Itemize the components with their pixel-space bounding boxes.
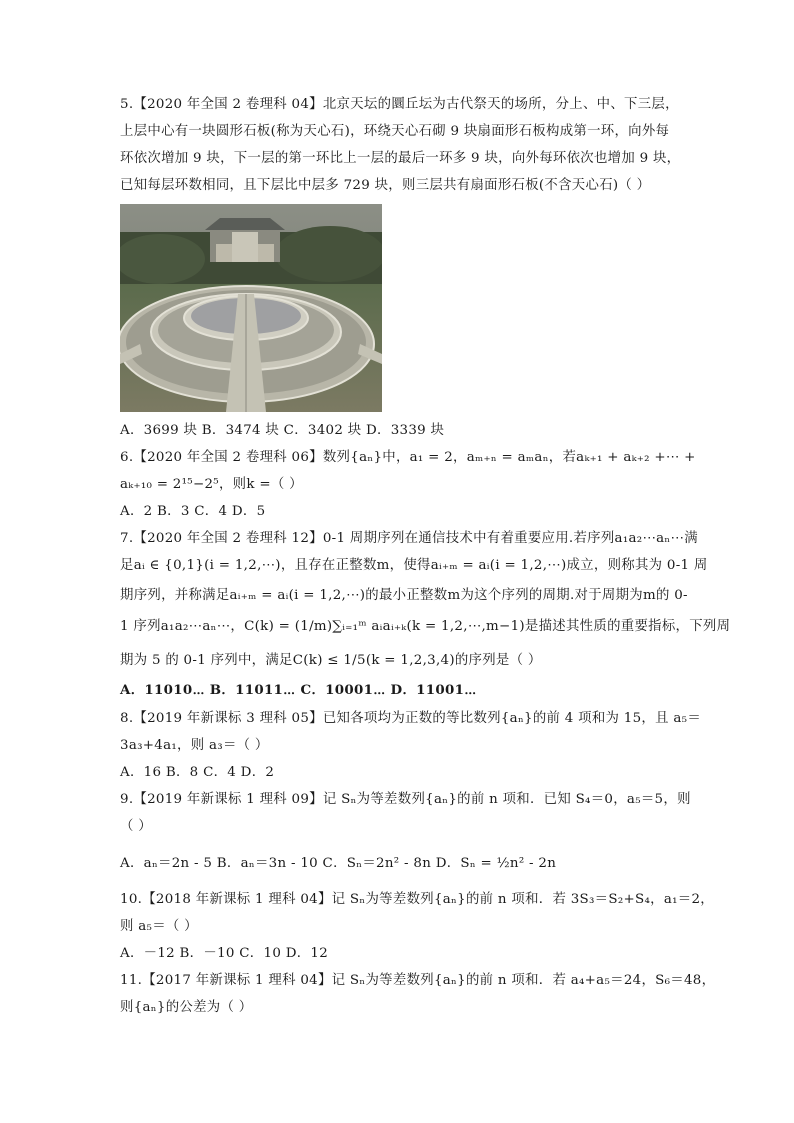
q5-line-4: 已知每层环数相同，且下层比中层多 729 块，则三层共有扇面形石板(不含天心石)（ ） [120,178,651,193]
q7-options: A．11010⋯ B．11011⋯ C．10001⋯ D．11001⋯ [120,682,477,698]
q9-line-2: （ ） [120,819,152,834]
q6-options: A．2 B．3 C．4 D．5 [120,504,266,519]
q7-line-3: 期序列，并称满足aᵢ₊ₘ = aᵢ(i = 1,2,⋯)的最小正整数m为这个序列的周期.对于周期为m的 0- [120,588,688,603]
q6-line-2: aₖ₊₁₀ = 2¹⁵−2⁵，则k =（ ） [120,477,303,492]
q6-line-1: 6.【2020 年全国 2 卷理科 06】数列{aₙ}中，a₁ = 2，aₘ₊ₙ = aₘaₙ，若aₖ₊₁ + aₖ₊₂ +⋯ + [120,450,696,465]
q8-line-2: 3a₃+4a₁，则 a₃＝（ ） [120,738,269,753]
q7-line-4: 1 序列a₁a₂⋯aₙ⋯，C(k) = (1/m)∑ᵢ₌₁ᵐ aᵢaᵢ₊ₖ(k = 1,2,⋯,m−1)是描述其性质的重要指标，下列周 [120,619,731,634]
q5-line-3: 环依次增加 9 块，下一层的第一环比上一层的最后一环多 9 块，向外每环依次也增加 9 块， [120,151,681,166]
q8-options: A．16 B．8 C．4 D．2 [120,765,275,780]
q10-options: A．－12 B．－10 C．10 D．12 [120,946,329,961]
q11-line-1: 11.【2017 年新课标 1 理科 04】记 Sₙ为等差数列{aₙ}的前 n 项和．若 a₄+a₅＝24，S₆＝48， [120,973,716,988]
q7-line-5: 期为 5 的 0-1 序列中，满足C(k) ≤ 1/5(k = 1,2,3,4)的序列是（ ） [120,653,542,668]
q9-line-1: 9.【2019 年新课标 1 理科 09】记 Sₙ为等差数列{aₙ}的前 n 项和．已知 S₄＝0，a₅＝5，则 [120,792,691,807]
q5-line-1: 5.【2020 年全国 2 卷理科 04】北京天坛的圜丘坛为古代祭天的场所，分上、中、下三层， [120,97,679,112]
q7-line-2: 足aᵢ ∈ {0,1}(i = 1,2,⋯)，且存在正整数m，使得aᵢ₊ₘ = aᵢ(i = 1,2,⋯)成立，则称其为 0-1 周 [120,558,708,573]
q10-line-2: 则 a₅＝（ ） [120,919,198,934]
q5-line-2: 上层中心有一块圆形石板(称为天心石)，环绕天心石砌 9 块扇面形石板构成第一环，向外每 [120,124,670,139]
q8-line-1: 8.【2019 年新课标 3 理科 05】已知各项均为正数的等比数列{aₙ}的前 4 项和为 15，且 a₅＝ [120,711,702,726]
q9-options: A．aₙ＝2n - 5 B．aₙ＝3n - 10 C．Sₙ＝2n² - 8n D．Sₙ = ½n² - 2n [120,856,557,871]
q10-line-1: 10.【2018 年新课标 1 理科 04】记 Sₙ为等差数列{aₙ}的前 n 项和．若 3S₃＝S₂+S₄，a₁＝2， [120,892,714,907]
q7-line-1: 7.【2020 年全国 2 卷理科 12】0-1 周期序列在通信技术中有着重要应用.若序列a₁a₂⋯aₙ⋯满 [120,531,698,546]
q11-line-2: 则{aₙ}的公差为（ ） [120,1000,253,1015]
temple-of-heaven-photo [120,204,382,412]
q5-options: A．3699 块 B．3474 块 C．3402 块 D．3339 块 [120,423,445,438]
